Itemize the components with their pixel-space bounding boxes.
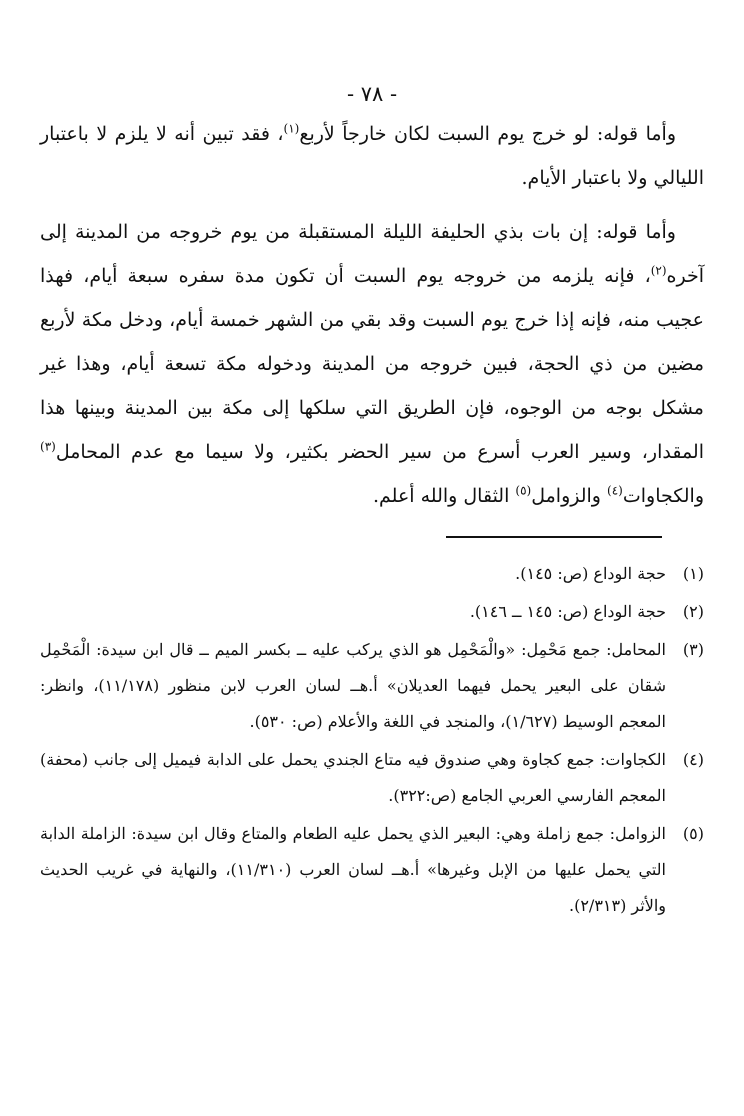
paragraph-text: الثقال والله أعلم.: [372, 485, 516, 507]
paragraph-text: والزوامل: [531, 485, 608, 507]
footnote-text: الزوامل: جمع زاملة وهي: البعير الذي يحمل عليه الطعام والمتاع وقال ابن سيدة: الزاملة الدابة التي يحمل عليها من الإبل وغيرها» أ.هــ لسان العرب (١١/٣١٠)، والنهاية في غريب الحديث والأثر (٢/٣١٣).: [40, 824, 667, 915]
footnote-number: (١): [682, 564, 704, 583]
footnote-text: حجة الوداع (ص: ١٤٥).: [515, 564, 666, 583]
footnote-number: (٢): [682, 602, 704, 621]
footnote-separator: [446, 536, 662, 538]
footnote-number: (٥): [682, 824, 704, 843]
footnote: [40, 816, 704, 924]
paragraph-text: ، فإنه يلزمه من خروجه يوم السبت أن تكون مدة سفره سبعة أيام، فهذا عجيب منه، فإنه إذا خرج يوم السبت وقد بقي من الشهر خمسة أيام، ودخل مكة لأربع مضين من ذي الحجة، فبين خروجه من المدينة ودخوله مكة تسعة أيام، وهذا غير مشكل بوجه من الوجوه، فإن الطريق التي سلكها إلى مكة بين المدينة وبينها هذا المقدار، وسير العرب أسرع من سير الحضر بكثير، ولا سيما مع عدم المحامل: [40, 265, 704, 463]
footnote-marker: (٤): [607, 483, 623, 498]
footnote-marker: (٥): [515, 483, 532, 498]
footnote-number: (٣): [682, 640, 704, 659]
footnotes: [40, 556, 704, 926]
footnote-number: (٤): [682, 750, 704, 769]
footnote: [40, 556, 704, 592]
page-number: - ٧٨ -: [346, 82, 398, 106]
paragraph-text: والكجاوات: [622, 485, 704, 507]
footnote-marker: (١): [283, 121, 300, 136]
paragraph-text: وأما قوله: إن بات بذي الحليفة الليلة المستقبلة من يوم خروجه من المدينة إلى آخره: [40, 221, 704, 287]
paragraph-text: ، فقد تبين أنه لا يلزم لا باعتبار الليالي ولا باعتبار الأيام.: [40, 123, 704, 189]
paragraph: [40, 112, 704, 200]
footnote-marker: (٢): [650, 263, 667, 278]
footnote: [40, 594, 704, 630]
footnote: [40, 742, 704, 814]
footnote-marker: (٣): [40, 439, 56, 454]
footnote-text: الكجاوات: جمع كجاوة وهي صندوق فيه متاع الجندي يحمل على الدابة فيميل إلى جانب (محفة) المعجم الفارسي العربي الجامع (ص:٣٢٢).: [40, 750, 666, 805]
main-text: [40, 112, 704, 528]
footnote-text: المحامل: جمع مَحْمِل: «والْمَحْمِل هو الذي يركب عليه ــ بكسر الميم ــ قال ابن سيدة: الْمَحْمِل شقان على البعير يحمل فيهما العديلان» أ.هــ لسان العرب لابن منظور (١١/١٧٨)، وانظر: المعجم الوسيط (١/٦٢٧)، والمنجد في اللغة والأعلام (ص: ٥٣٠).: [40, 640, 666, 731]
paragraph-text: وأما قوله: لو خرج يوم السبت لكان خارجاً لأربع: [299, 123, 676, 145]
paragraph: [40, 210, 704, 518]
footnote-text: حجة الوداع (ص: ١٤٥ ــ ١٤٦).: [469, 602, 666, 621]
footnote: [40, 632, 704, 740]
